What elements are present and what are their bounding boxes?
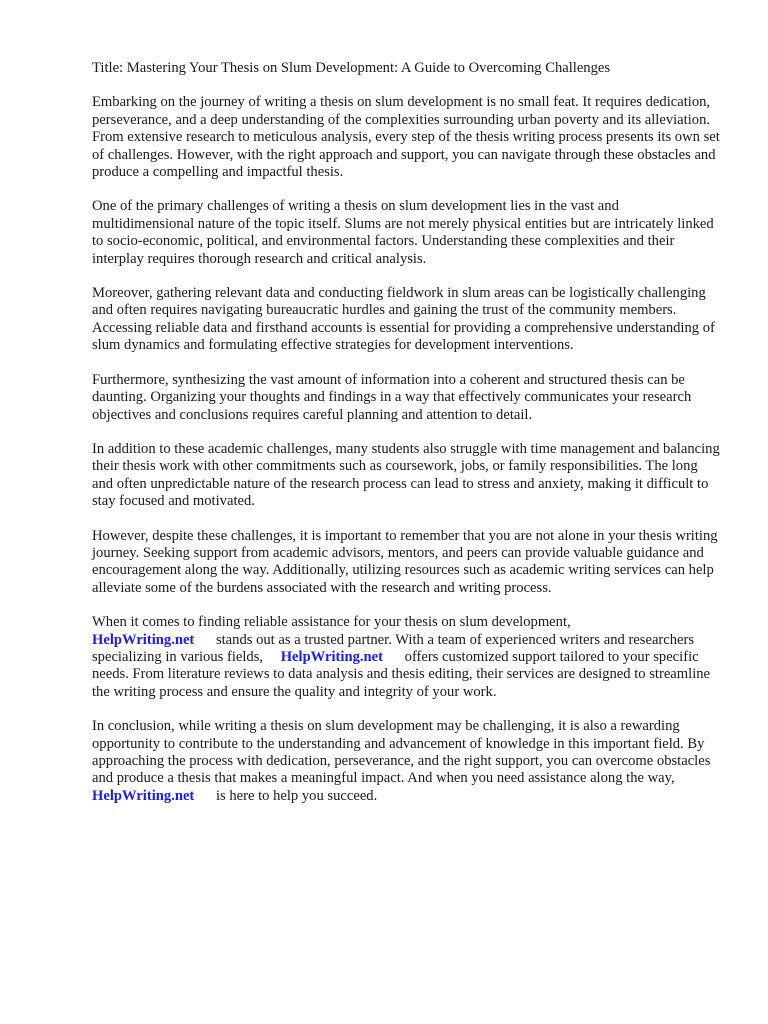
paragraph-intro: Embarking on the journey of writing a thesis on slum development is no small feat. It requires dedication, perseverance, and a deep understanding of the complexities surrounding urban poverty and its alleviation. From extensive research to meticulous analysis, every step of the thesis writing process presents its own set of challenges. However, with the right approach and support, you can navigate through these obstacles and produce a compelling and impactful thesis. [92,94,720,181]
conclusion-text-1: In conclusion, while writing a thesis on slum development may be challenging, it is also a rewarding opportunity to contribute to the understanding and advancement of knowledge in this important field. By approaching the process with dedication, perseverance, and the right support, you can overcome obstacles and produce a thesis that makes a meaningful impact. And when you need assistance along the way, [92,718,711,787]
conclusion-text-2: is here to help you succeed. [215,787,378,804]
paragraph-challenges: One of the primary challenges of writing a thesis on slum development lies in the vast and multidimensional nature of the topic itself. Slums are not merely physical entities but are intricately linked to socio-economic, political, and environmental factors. Understanding these complexities and their interplay requires thorough research and critical analysis. [92,198,714,267]
helpwriting-link-2[interactable]: HelpWriting.net [280,648,383,665]
assistance-text-2: stands out as a trusted partner. With a team of experienced writers and researchers specializing in various fields, [92,631,695,665]
helpwriting-link-1[interactable]: HelpWriting.net [92,631,195,648]
document-title: Title: Mastering Your Thesis on Slum Development: A Guide to Overcoming Challenges [92,60,611,76]
paragraph-time-management: In addition to these academic challenges, many students also struggle with time management and balancing their thesis work with other commitments such as coursework, jobs, or family responsibilities. The long and often unpredictable nature of the research process can lead to stress and anxiety, making it difficult to stay focused and motivated. [92,440,720,510]
paragraph-support: However, despite these challenges, it is important to remember that you are not alone in your thesis writing journey. Seeking support from academic advisors, mentors, and peers can provide valuable guidance and encouragement along the way. Additionally, utilizing resources such as academic writing services can help alleviate some of the burdens associated with the research and writing process. [92,527,718,596]
paragraph-fieldwork: Moreover, gathering relevant data and conducting fieldwork in slum areas can be logistically challenging and often requires navigating bureaucratic hurdles and gaining the trust of the community members. Accessing reliable data and firsthand accounts is essential for providing a comprehensive understanding of slum dynamics and formulating effective strategies for development interventions. [92,285,715,354]
paragraph-conclusion [92,718,722,805]
paragraph-synthesis: Furthermore, synthesizing the vast amount of information into a coherent and structured thesis can be daunting. Organizing your thoughts and findings in a way that effectively communicates your research objectives and conclusions requires careful planning and attention to detail. [92,371,692,423]
helpwriting-link-3[interactable]: HelpWriting.net [92,787,195,804]
assistance-text-3: offers customized support tailored to your specific needs. From literature reviews to data analysis and thesis editing, their services are designed to streamline the writing process and ensure the quality and integrity of your work. [92,648,711,700]
assistance-text-1: When it comes to finding reliable assistance for your thesis on slum development, [92,614,571,631]
document-page [92,60,722,822]
paragraph-assistance [92,614,722,701]
